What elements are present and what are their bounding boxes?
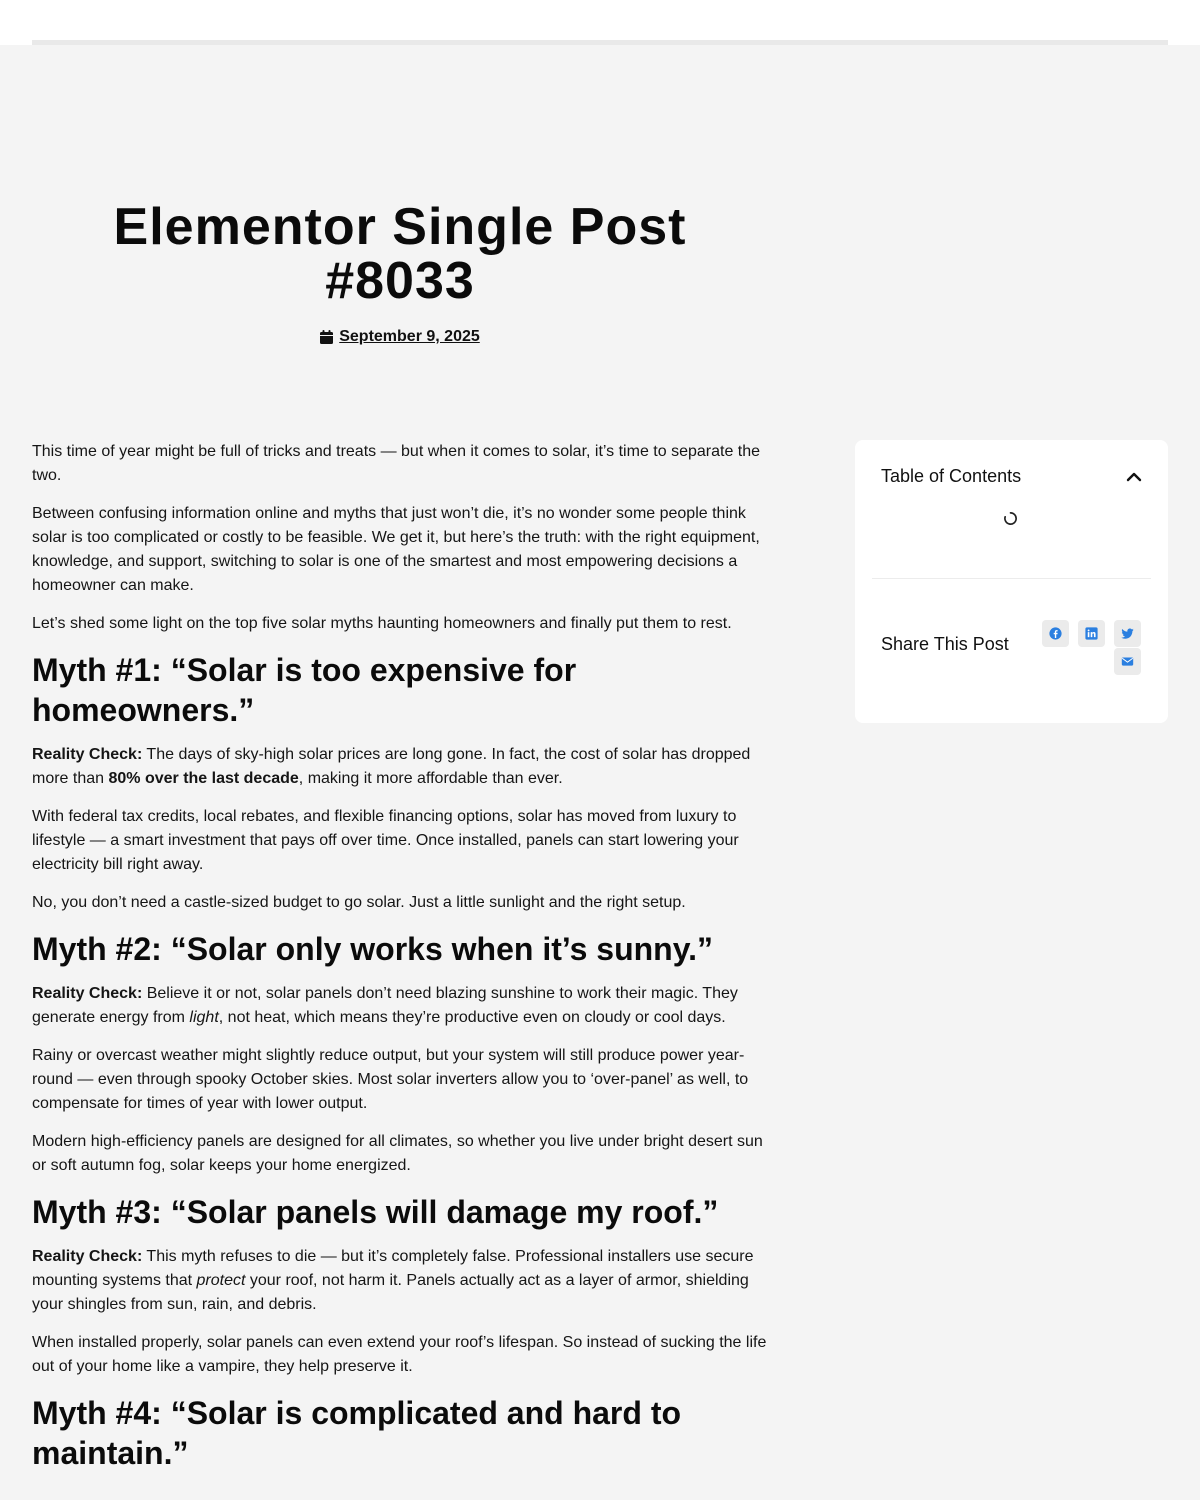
reality-check-emphasis: protect — [196, 1272, 246, 1289]
chevron-up-icon[interactable] — [1125, 468, 1143, 486]
calendar-icon — [320, 330, 333, 344]
myth-4-heading: Myth #4: “Solar is complicated and hard to maintain.” — [32, 1395, 682, 1471]
reality-check-text: , making it more affordable than ever. — [298, 770, 563, 787]
reality-check-text: , not heat, which means they’re productive even on cloudy or cool days. — [218, 1009, 726, 1026]
header-divider — [32, 40, 1168, 45]
facebook-icon — [1049, 627, 1062, 640]
reality-check-text: The days of sky-high solar prices are long gone. In fact, the cost of solar has dropped more than — [32, 746, 751, 787]
share-email-button[interactable] — [1114, 648, 1141, 675]
post-title: Elementor Single Post #8033 — [113, 198, 687, 310]
sidebar-divider — [872, 578, 1151, 579]
linkedin-icon — [1085, 627, 1098, 640]
myth-1-paragraph-2: With federal tax credits, local rebates, and flexible financing options, solar has moved from luxury to lifestyle — a smart investment that pays off over time. Once installed, panels can start lowering your electricity bill right away. — [32, 808, 739, 873]
intro-paragraph-2: Between confusing information online and myths that just won’t die, it’s no wonder some people think solar is too complicated or costly to be feasible. We get it, but here’s the truth: with the right equipment, knowledge, and support, switching to solar is one of the smartest and most empowering decisions a homeowner can make. — [32, 505, 760, 594]
site-header — [0, 0, 1200, 45]
myth-1-reality-check — [32, 743, 768, 791]
share-twitter-button[interactable] — [1114, 620, 1141, 647]
twitter-icon — [1121, 627, 1134, 640]
myth-2-reality-check — [32, 982, 768, 1030]
myth-3-paragraph-2: When installed properly, solar panels can even extend your roof’s lifespan. So instead of sucking the life out of your home like a vampire, they help preserve it. — [32, 1334, 767, 1375]
reality-check-highlight: 80% over the last decade — [108, 770, 299, 787]
myth-1-heading: Myth #1: “Solar is too expensive for homeowners.” — [32, 652, 577, 728]
share-label: Share This Post — [881, 634, 1009, 654]
article-body — [32, 440, 768, 1486]
post-date-link[interactable]: September 9, 2025 — [339, 328, 480, 345]
reality-check-label: Reality Check: — [32, 985, 143, 1002]
intro-paragraph-1: This time of year might be full of tricks and treats — but when it comes to solar, it’s time to separate the two. — [32, 443, 761, 484]
myth-2-paragraph-2: Rainy or overcast weather might slightly reduce output, but your system will still produce power year-round — even through spooky October skies. Most solar inverters allow you to ‘over-panel’ as well, to compensate for times of year with lower output. — [32, 1047, 749, 1112]
share-linkedin-button[interactable] — [1078, 620, 1105, 647]
reality-check-text: Believe it or not, solar panels don’t need blazing sunshine to work their magic. They generate energy from — [32, 985, 738, 1026]
post-hero — [32, 200, 768, 346]
reality-check-emphasis: light — [189, 1009, 219, 1026]
toc-title: Table of Contents — [881, 466, 1022, 486]
toc-header[interactable] — [881, 466, 1143, 487]
myth-3-heading: Myth #3: “Solar panels will damage my roof.” — [32, 1194, 719, 1230]
reality-check-text: This myth refuses to die — but it’s completely false. Professional installers use secure mounting systems that — [32, 1248, 754, 1289]
share-facebook-button[interactable] — [1042, 620, 1069, 647]
loading-spinner-icon — [1003, 511, 1018, 526]
reality-check-label: Reality Check: — [32, 746, 143, 763]
intro-paragraph-3: Let’s shed some light on the top five solar myths haunting homeowners and finally put them to rest. — [32, 615, 732, 632]
reality-check-text: your roof, not harm it. Panels actually act as a layer of armor, shielding your shingles from sun, rain, and debris. — [32, 1272, 749, 1313]
reality-check-label: Reality Check: — [32, 1248, 143, 1265]
post-meta — [32, 328, 768, 346]
envelope-icon — [1121, 655, 1134, 668]
myth-1-paragraph-3: No, you don’t need a castle-sized budget to go solar. Just a little sunlight and the right setup. — [32, 894, 686, 911]
myth-2-heading: Myth #2: “Solar only works when it’s sunny.” — [32, 931, 714, 967]
myth-3-reality-check — [32, 1245, 768, 1317]
myth-2-paragraph-3: Modern high-efficiency panels are designed for all climates, so whether you live under bright desert sun or soft autumn fog, solar keeps your home energized. — [32, 1133, 763, 1174]
sidebar-card — [855, 440, 1168, 723]
